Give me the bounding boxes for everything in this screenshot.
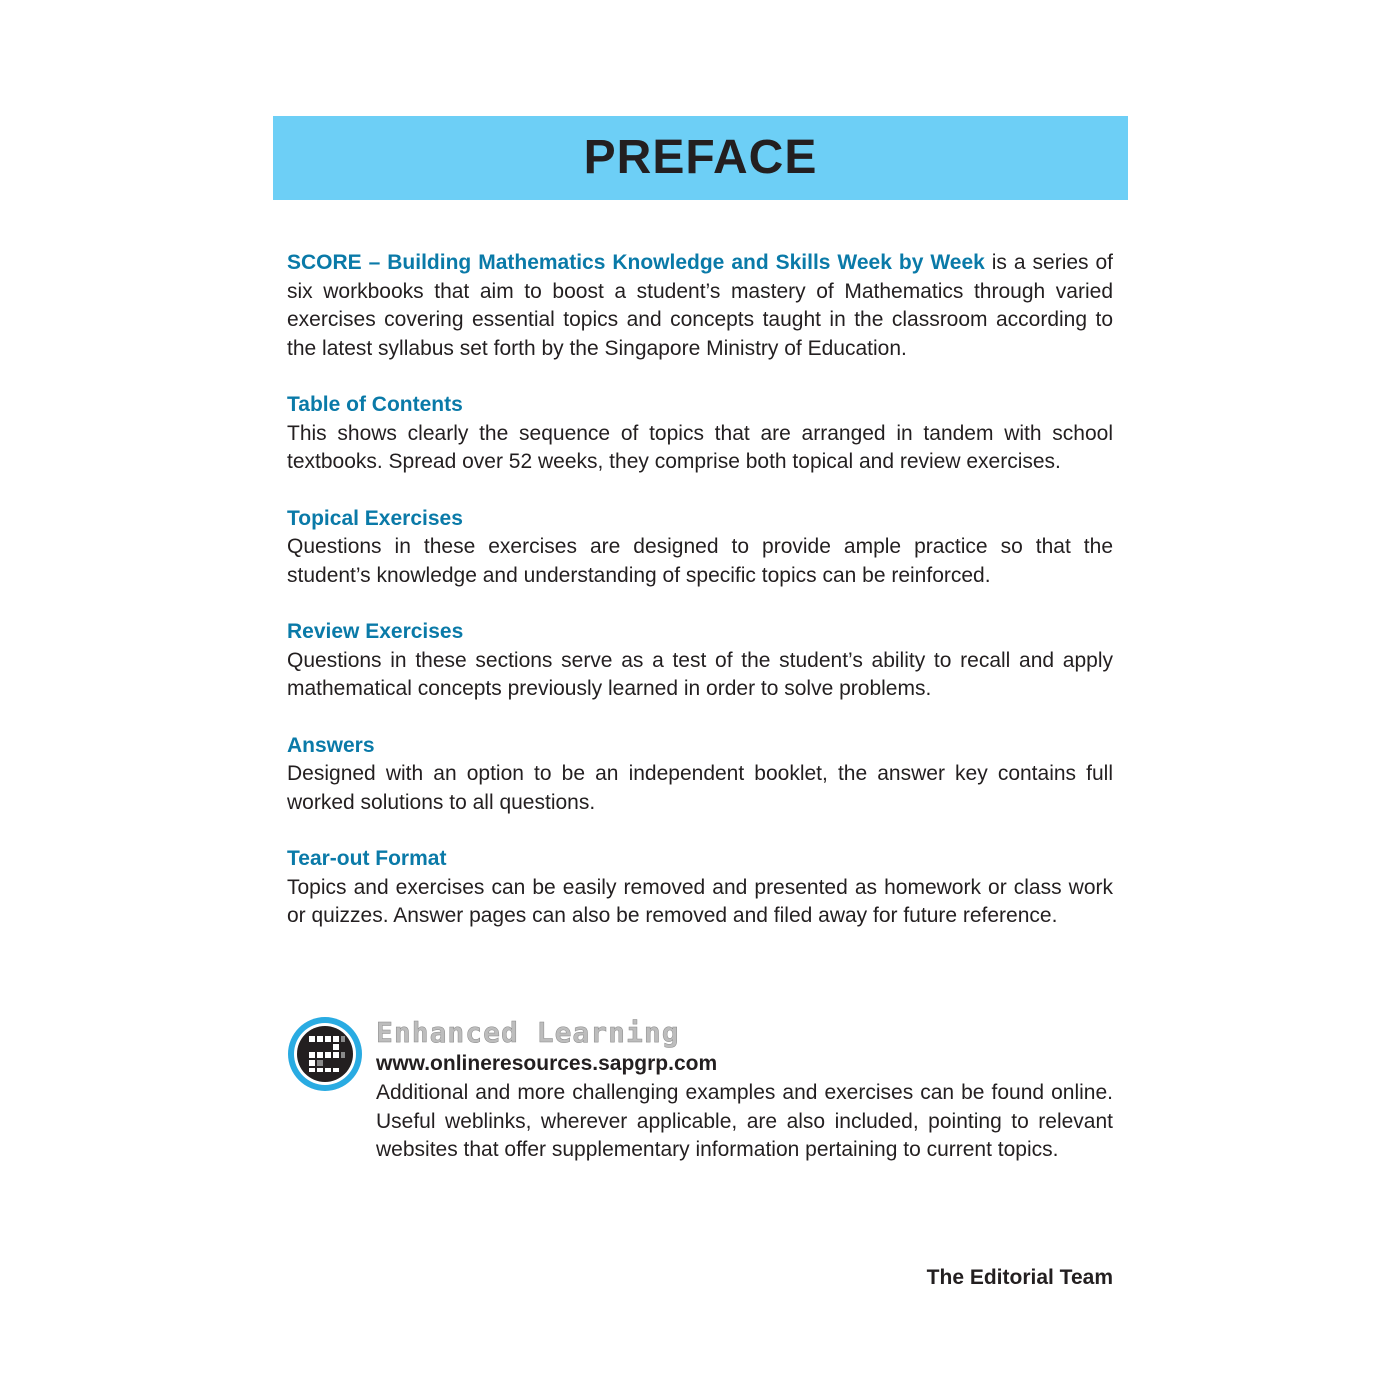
preface-content — [287, 249, 1113, 931]
enhanced-learning-logo-icon — [287, 1016, 363, 1092]
enhanced-learning-label: Enhanced Learning — [376, 1016, 680, 1049]
section-answers — [287, 732, 1113, 818]
title-banner — [273, 116, 1128, 200]
page-title: PREFACE — [583, 131, 818, 184]
section-table-of-contents — [287, 391, 1113, 477]
section-tear-out-format — [287, 845, 1113, 931]
series-title: SCORE – Building Mathematics Knowledge and Skills Week by Week — [287, 251, 985, 274]
intro-paragraph — [287, 249, 1113, 363]
signature: The Editorial Team — [926, 1266, 1113, 1289]
section-heading: Answers — [287, 733, 375, 757]
section-review-exercises — [287, 618, 1113, 704]
section-text: Topics and exercises can be easily removed and presented as homework or class work or quizzes. Answer pages can also be removed and filed away for future reference. — [287, 875, 1113, 927]
enhanced-learning-block — [287, 1016, 1113, 1165]
section-topical-exercises — [287, 505, 1113, 591]
section-heading: Table of Contents — [287, 393, 463, 416]
section-text: Questions in these exercises are designed to provide ample practice so that the student’s knowledge and understanding of specific topics can be reinforced. — [287, 535, 1113, 587]
online-text: Additional and more challenging examples and exercises can be found online. Useful weblinks, wherever applicable, are also included, pointing to relevant websites that offer supplementary information pertaining to current topics. — [376, 1081, 1113, 1161]
online-resources-link[interactable]: www.onlineresources.sapgrp.com — [376, 1052, 718, 1075]
section-heading: Review Exercises — [287, 620, 464, 643]
section-heading: Topical Exercises — [287, 506, 463, 530]
section-text: Questions in these sections serve as a test of the student’s ability to recall and apply mathematical concepts previously learned in order to solve problems. — [287, 648, 1113, 700]
section-text: This shows clearly the sequence of topics that are arranged in tandem with school textbooks. Spread over 52 weeks, they comprise both topical and review exercises. — [287, 421, 1113, 473]
section-text: Designed with an option to be an independent booklet, the answer key contains full worked solutions to all questions. — [287, 762, 1113, 814]
online-body — [376, 1016, 1113, 1165]
intro-text: is a series of six workbooks that aim to boost a student’s mastery of Mathematics through varied exercises covering essential topics and concepts taught in the classroom according to the latest syllabus set forth by the Singapore Ministry of Education. — [287, 251, 1114, 360]
section-heading: Tear-out Format — [287, 847, 447, 870]
